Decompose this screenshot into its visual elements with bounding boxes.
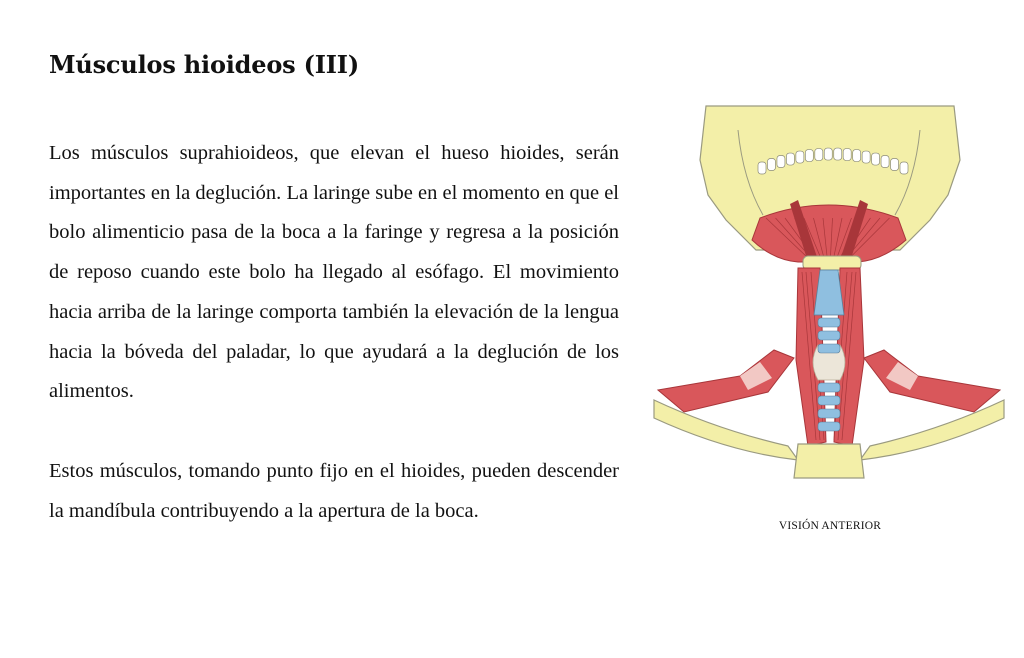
tooth [805,150,813,162]
tooth [862,151,870,163]
tooth [872,153,880,165]
sternum [794,444,864,478]
anatomy-illustration [648,100,1010,480]
trachea-ring [818,422,840,431]
tooth [815,149,823,161]
tooth [758,162,766,174]
trachea-ring [818,344,840,353]
clavicle-right [860,400,1004,460]
tooth [881,156,889,168]
tooth [824,148,832,160]
tooth [843,149,851,161]
trachea-ring [818,409,840,418]
omohyoid-right [864,350,1000,412]
body-text [49,134,619,531]
tooth [900,162,908,174]
tooth [853,150,861,162]
tooth [786,153,794,165]
hyoid-muscles-anterior-view [648,100,1010,480]
trachea-ring [818,396,840,405]
tooth [834,148,842,160]
omohyoid-left [658,350,794,412]
tooth [891,159,899,171]
tooth [767,159,775,171]
tooth [796,151,804,163]
mylohyoid-muscle [752,205,906,262]
clavicle-left [654,400,798,460]
tooth [777,156,785,168]
trachea-ring [818,383,840,392]
trachea-ring [818,318,840,327]
page-title: Músculos hioideos (III) [49,50,359,79]
paragraph-mandible-depression: Estos músculos, tomando punto fijo en el hioides, pueden descender la mandíbula contribuyendo a la apertura de la boca. [49,459,619,522]
figure-caption: VISIÓN ANTERIOR [778,520,882,532]
trachea-ring [818,331,840,340]
paragraph-suprahyoid-function: Los músculos suprahioideos, que elevan el hueso hioides, serán importantes en la deglución. La laringe sube en el momento en que el bolo alimenticio pasa de la boca a la faringe y regresa a la posición de reposo cuando este bolo ha llegado al esófago. El movimiento hacia arriba de la laringe comporta también la elevación de la lengua hacia la bóveda del paladar, lo que ayudará a la deglución de los alimentos. [49,142,619,403]
